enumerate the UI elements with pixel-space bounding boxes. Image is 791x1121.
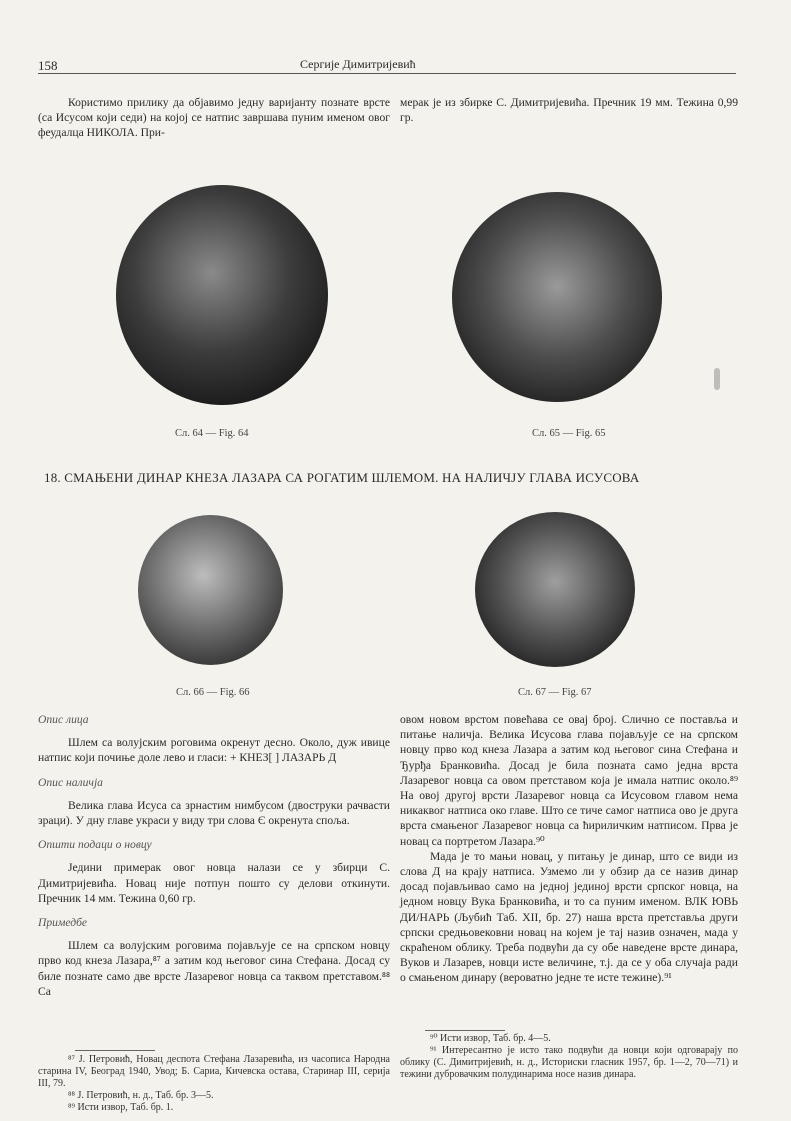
reverse-title: Опис наличја [38, 775, 103, 789]
footnotes-left [38, 1054, 390, 1114]
reverse-text: Велика глава Исуса са зрнастим нимбусом (двоструки рачвасти зраци). У дну главе украси у виду три слова Є окренута споља. [38, 798, 390, 828]
caption-fig-67: Сл. 67 — Fig. 67 [518, 687, 592, 698]
footnote-rule-left [75, 1050, 155, 1051]
intro-right-text: мерак је из збирке С. Димитријевића. Пречник 19 мм. Тежина 0,99 гр. [400, 96, 738, 125]
right-column [400, 712, 738, 986]
intro-right [400, 95, 738, 125]
intro-left [38, 95, 390, 141]
running-head: Сергије Димитријевић [300, 57, 416, 71]
page-smudge [714, 368, 720, 390]
notes-title: Примедбе [38, 916, 88, 930]
notes-text: Шлем са волујским роговима појављује се на српском новцу прво код кнеза Лазара,⁸⁷ а затим код његовог сина Стефана. Досад су биле познате само две врсте Лазаревог новца са таквом претставом.⁸⁸ Са [38, 939, 390, 998]
section-heading: 18. СМАЊЕНИ ДИНАР КНЕЗА ЛАЗАРА СА РОГАТИМ ШЛЕМОМ. НА НАЛИЧЈУ ГЛАВА ИСУСОВА [44, 470, 640, 485]
footnote-89: ⁸⁹ Исти извор, Таб. бр. 1. [68, 1102, 174, 1113]
right-para-1: овом новом врстом повећава се овај број. Слично се поставља и питање наличја. Велика Исусова глава појављује се на српском новцу прво код кнеза Лазара а затим код његовог сина Стефана и Ђурђа Бранковића. Досад је била позната само једна врста Лазаревог новца са овом претставом која је имала натпис около.⁸⁹ На овој другој врсти Лазаревог новца са Исусовом главом нема никаквог натписа око главе. Што се тиче самог натписа ово је друга врста смањеног Лазаревог новца са ћириличким натписом. Прва је новац са портретом Лазара.⁹⁰ [400, 713, 738, 848]
header-rule [38, 73, 736, 74]
footnote-88: ⁸⁸ Ј. Петровић, н. д., Таб. бр. 3—5. [68, 1090, 214, 1101]
footnote-91: ⁹¹ Интересантно је исто тако подвући да новци који одговарају по облику (С. Димитријевић, н. д., Историски гласник 1957, бр. 1—2, 70—71) и тежини дубровачким полудинарима носе назив динара. [400, 1045, 738, 1080]
intro-left-text: Користимо прилику да објавимо једну варијанту познате врсте (са Исусом који седи) на којој се натпис завршава пуним именом овог феудалца НИКОЛА. При- [38, 96, 390, 140]
footnote-90: ⁹⁰ Исти извор, Таб. бр. 4—5. [430, 1033, 551, 1044]
coin-image-fig-65 [452, 192, 662, 402]
footnote-87: ⁸⁷ Ј. Петровић, Новац деспота Стефана Лазаревића, из часописа Народна старина IV, Београд 1940, Увод; Б. Сариа, Кичевска остава, Старинар III, серија III, 79. [38, 1054, 390, 1089]
footnote-rule-right [425, 1030, 505, 1031]
right-para-2: Мада је то мањи новац, у питању је динар, што се види из слова Д на крају натписа. Узмемо ли у обзир да се назив динар досад појављивао само на једној јединој врсти српског новца, на једном новцу Вука Бранковића, и то са пуним именом. ВЛК ЮВЬ ДИ/НАРЬ (Љубић Таб. XII, бр. 27) наша врста претставља други српски средњовековни новац на којем је тај назив означен, мада у скраћеном облику. Треба подвући да су обе наведене врсте динара, Вуков и Лазарев, новци исте величине, т.ј. да се у оба случаја ради о смањеном динару (вероватно једне те исте тежине).⁹¹ [400, 849, 738, 985]
footnotes-right [400, 1033, 738, 1081]
caption-fig-64: Сл. 64 — Fig. 64 [175, 428, 249, 439]
coin-image-fig-67 [475, 512, 635, 667]
coin-image-fig-64 [116, 185, 328, 405]
caption-fig-66: Сл. 66 — Fig. 66 [176, 687, 250, 698]
left-column [38, 712, 390, 999]
page-number: 158 [38, 58, 58, 73]
coin-image-fig-66 [138, 515, 283, 665]
data-title: Општи подаци о новцу [38, 838, 152, 852]
caption-fig-65: Сл. 65 — Fig. 65 [532, 428, 606, 439]
obverse-text: Шлем са волујским роговима окренут десно. Около, дуж ивице натпис који почиње доле лево и гласи: + КНЕЗ[ ] ЛАЗАРЬ Д [38, 736, 390, 765]
data-text: Једини примерак овог новца налази се у збирци С. Димитријевића. Новац није потпун пошто су делови откинути. Пречник 14 мм. Тежина 0,60 гр. [38, 861, 390, 905]
obverse-title: Опис лица [38, 713, 89, 726]
